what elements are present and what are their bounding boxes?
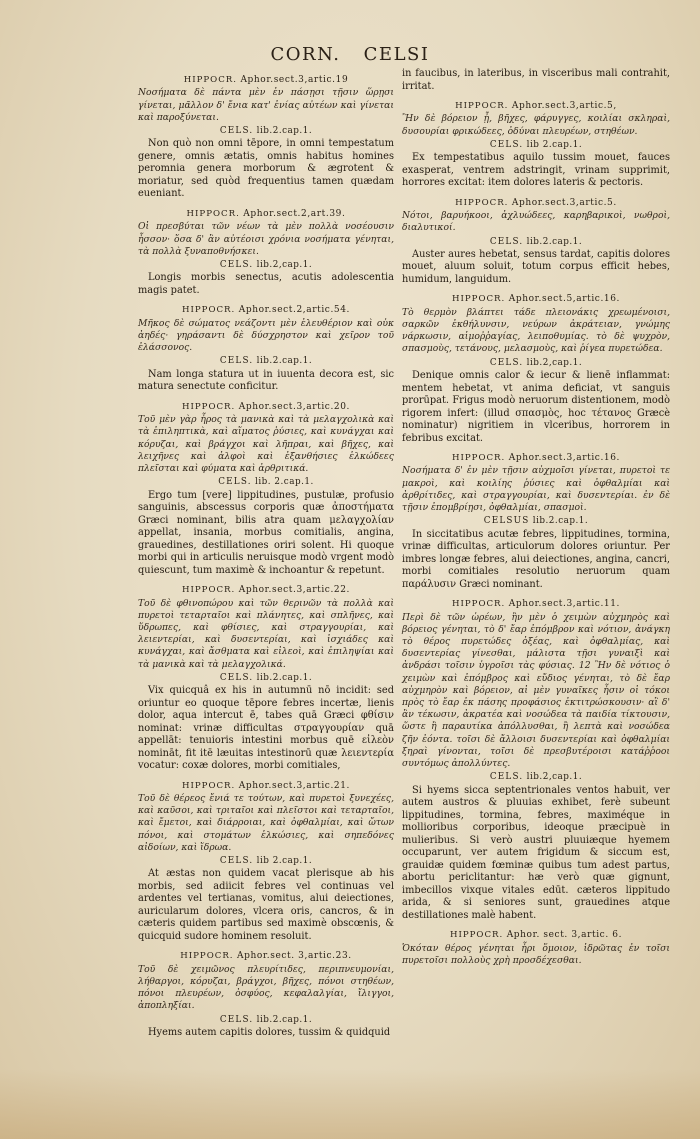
hippocrates-label: HIPPOCR. bbox=[186, 208, 240, 219]
celsus-label: CELS. bbox=[219, 672, 254, 683]
right-column bbox=[402, 68, 670, 974]
left-column bbox=[138, 68, 394, 1047]
celsus-heading bbox=[138, 355, 394, 367]
celsus-label: CELS. bbox=[219, 259, 254, 270]
hippocrates-label: HIPPOCR. bbox=[180, 951, 234, 962]
celsus-heading bbox=[138, 855, 394, 867]
celsus-heading bbox=[138, 672, 394, 684]
celsus-label: CELS. bbox=[489, 236, 524, 247]
latin-text: Non quò non omni tēpore, in omni tempestatum genere, omnis ætatis, omnis habitus homines peromnia genera morborum & ægrotent & moriatur, sed quòd frequentius tamen quædam eueniant. bbox=[138, 138, 394, 200]
hippocrates-label: HIPPOCR. bbox=[181, 585, 236, 596]
greek-text: Τοῦ δὲ θέρεος ἔνιά τε τούτων, καὶ πυρετοὶ ξυνεχέες, καὶ καῦσοι, καὶ τριταῖοι καὶ πλεῖστοι καὶ τεταρταῖοι, καὶ ἔμετοι, καὶ διάρροιαι, καὶ ὀφθαλμίαι, καὶ ὤτων πόνοι, καὶ στομάτων ἑλκώσιες, καὶ σηπεδόνες αἰδοίων, καὶ ἵδρωα. bbox=[138, 793, 394, 853]
celsus-reference: lib 2.cap.1. bbox=[256, 856, 313, 867]
hippocrates-heading bbox=[402, 598, 670, 610]
hippocrates-heading bbox=[402, 293, 670, 305]
greek-text: Οἱ πρεσβύται τῶν νέων τὰ μὲν πολλὰ νοσέουσιν ἧσσον· ὅσα δ' ἂν αὐτέοισι χρόνια νοσήματα γένηται, τὰ πολλὰ ξυναποθνήσκει. bbox=[138, 221, 394, 257]
celsus-label: CELS. bbox=[219, 356, 254, 367]
aphorism-reference: Aphor. sect. 3,artic. 6. bbox=[506, 930, 623, 941]
greek-text: Τοῦ δὲ χειμῶνος πλευρίτιδες, περιπνευμονίαι, λήθαργοι, κόρυζαι, βράγχοι, βῆχες, πόνοι στηθέων, πόνοι πλευρέων, ὀσφύος, κεφαλαλγίαι, ἴλιγγοι, ἀποπληξίαι. bbox=[138, 963, 394, 1012]
hippocrates-heading bbox=[402, 929, 670, 941]
section-block bbox=[402, 100, 670, 190]
greek-text: Τοῦ δὲ φθινοπώρου καὶ τῶν θερινῶν τὰ πολλὰ καὶ πυρετοὶ τεταρταῖοι καὶ πλάνητες, καὶ σπλῆνες, καὶ ὕδρωπες, καὶ φθίσιες, καὶ στραγγουρίαι, καὶ λειεντερίαι, καὶ δυσεντερίαι, καὶ ἰσχιάδες καὶ κυνάγχαι, καὶ ἄσθματα καὶ εἰλεοὶ, καὶ ἐπιληψίαι καὶ τὰ μανικὰ καὶ τὰ μελαγχολικά. bbox=[138, 597, 394, 670]
section-block bbox=[138, 401, 394, 577]
hippocrates-label: HIPPOCR. bbox=[455, 197, 509, 208]
latin-text: In siccitatibus acutæ febres, lippitudines, tormina, vrinæ difficultas, articulorum dolores oriuntur. Per imbres longæ febres, alui deiectiones, angina, cancri, morbi comitiales resolutio neruorum quam παράλυσιν Græci nominant. bbox=[402, 528, 670, 590]
hippocrates-label: HIPPOCR. bbox=[451, 599, 506, 610]
section-block bbox=[402, 68, 670, 93]
section-block bbox=[402, 197, 670, 287]
hippocrates-label: HIPPOCR. bbox=[449, 930, 504, 941]
celsus-heading bbox=[402, 771, 670, 783]
hippocrates-label: HIPPOCR. bbox=[181, 780, 236, 791]
aphorism-reference: Aphor.sect.3,artic.21. bbox=[238, 780, 351, 791]
section-block bbox=[138, 780, 394, 944]
section-block bbox=[138, 950, 394, 1039]
celsus-heading bbox=[138, 476, 394, 488]
header-left: CORN. bbox=[270, 44, 341, 65]
celsus-reference: lib.2,cap.1. bbox=[256, 259, 313, 270]
section-block bbox=[402, 598, 670, 922]
celsus-heading bbox=[402, 236, 670, 248]
hippocrates-heading bbox=[402, 100, 670, 112]
latin-text: Ergo tum [vere] lippitudines, pustulæ, profusio sanguinis, abscessus corporis quæ ἀποστήματα Græci nominant, bilis atra quam μελαγχολίαν appellat, insania, morbus comitialis, angina, grauedines, destillationes oriri solent. Hi quoque morbi qui in articulis neruisque modò vrgent modò quiescunt, tum maximè & inchoantur & repetunt. bbox=[138, 489, 394, 576]
hippocrates-label: HIPPOCR. bbox=[455, 101, 509, 111]
greek-text: Νότοι, βαρυήκοοι, ἀχλυώδεες, καρηβαρικοὶ, νωθροὶ, διαλυτικοί. bbox=[402, 210, 670, 234]
hippocrates-heading bbox=[402, 452, 670, 464]
hippocrates-heading bbox=[138, 780, 394, 792]
hippocrates-heading bbox=[138, 950, 394, 962]
aphorism-reference: Aphor.sect.3,artic.22. bbox=[238, 585, 351, 596]
aphorism-reference: Aphor.sect.5,artic.16. bbox=[508, 294, 621, 305]
hippocrates-heading bbox=[402, 197, 670, 209]
celsus-reference: lib 2.cap.1. bbox=[526, 139, 583, 150]
celsus-reference: lib.2.cap.1. bbox=[532, 516, 589, 527]
latin-text: Nam longa statura ut in iuuenta decora est, sic matura senectute conficitur. bbox=[138, 368, 394, 393]
hippocrates-label: HIPPOCR. bbox=[451, 453, 506, 464]
aphorism-reference: Aphor.sect.3,artic.19 bbox=[240, 75, 349, 85]
celsus-label: CELS. bbox=[489, 139, 524, 150]
celsus-heading bbox=[402, 515, 670, 527]
latin-text: Ex tempestatibus aquilo tussim mouet, fauces exasperat, ventrem adstringit, vrinam supprimit, horrores excitat: item dolores lateris & pectoris. bbox=[402, 152, 670, 189]
hippocrates-label: HIPPOCR. bbox=[183, 75, 237, 85]
hippocrates-heading bbox=[138, 401, 394, 413]
celsus-label: CELS. bbox=[489, 772, 524, 783]
hippocrates-heading bbox=[138, 584, 394, 596]
aphorism-reference: Aphor.sect.3,artic.20. bbox=[238, 401, 351, 412]
header-right: CELSI bbox=[363, 44, 430, 65]
celsus-reference: lib.2,cap.1. bbox=[526, 357, 583, 368]
celsus-reference: lib.2.cap.1. bbox=[256, 1014, 313, 1025]
celsus-label: CELS. bbox=[219, 1014, 254, 1025]
greek-text: Περὶ δὲ τῶν ὡρέων, ἢν μὲν ὁ χειμὼν αὐχμηρὸς καὶ βόρειος γένηται, τὸ δ' ἔαρ ἐπόμβρον καὶ νότιον, ἀνάγκη τὸ θέρος πυρετώδες ὀξέας, καὶ ὀφθαλμίας, καὶ δυσεντερίας γίνεσθαι, μάλιστα τῇσι γυναιξὶ καὶ ἀνδράσι τοῖσιν ὑγροῖσι τὰς φύσιας. 12 Ἢν δὲ νότιος ὁ χειμὼν καὶ ἐπόμβρος καὶ εὔδιος γένηται, τὸ δὲ ἔαρ αὐχμηρὸν καὶ βόρειον, αἱ μὲν γυναῖκες ἦσιν οἱ τόκοι πρὸς τὸ ἔαρ ἐκ πάσης προφάσιος ἐκτιτρώσκουσιν· αἳ δ' ἂν τέκωσιν, ἀκρατέα καὶ νοσώδεα τὰ παιδία τίκτουσιν, ὥστε ἢ παραυτίκα ἀπόλλυσθαι, ἢ λεπτὰ καὶ νοσώδεα ζῆν ἐόντα. τοῖσι δὲ ἄλλοισι δυσεντερίαι καὶ ὀφθαλμίαι ξηραὶ γίνονται, τοῖσι δὲ πρεσβυτέροισι κατάῤῥοοι συντόμως ἀπολλύντες. bbox=[402, 611, 670, 770]
celsus-label: CELSUS bbox=[483, 516, 530, 527]
hippocrates-label: HIPPOCR. bbox=[451, 294, 506, 305]
celsus-heading bbox=[138, 259, 394, 271]
greek-text: Νοσήματα δ' ἐν μὲν τῇσιν αὐχμοῖσι γίνεται, πυρετοὶ τε μακροὶ, καὶ κοιλίης ῥύσιες καὶ ὀφθαλμίαι καὶ ἀρθρίτιδες, καὶ στραγγουρίαι, καὶ δυσεντερίαι. ἐν δὲ τῇσιν ἐπομβρίῃσι, ὀφθαλμίαι, σπασμοὶ. bbox=[402, 465, 670, 514]
latin-text: Si hyems sicca septentrionales ventos habuit, ver autem austros & pluuias exhibet, ferè subeunt lippitudines, tormina, febres, maximéque in mollioribus corporibus, ideoque præcipuè in mulieribus. Si verò austri pluuiæque hyemem occuparunt, ver autem frigidum & siccum est, grauidæ quidem fœminæ quibus tum adest partus, abortu periclitantur: hæ verò quæ gignunt, imbecillos vixque vitales edūt. cæteros lippitudo arida, & si seniores sunt, grauedines atque destillationes malè habent. bbox=[402, 784, 670, 921]
celsus-reference: lib.2.cap.1. bbox=[256, 356, 313, 367]
celsus-label: CELS. bbox=[218, 477, 252, 488]
latin-text: At æstas non quidem vacat plerisque ab his morbis, sed adiicit febres vel continuas vel ardentes vel tertianas, vomitus, alui deiectiones, auricularum dolores, vlcera oris, cancros, & in cæteris quidem partibus sed maximè obscœnis, & quicquid sudore hominem resoluit. bbox=[138, 868, 394, 942]
celsus-reference: lib.2,cap.1. bbox=[526, 772, 583, 783]
section-block bbox=[138, 584, 394, 773]
aphorism-reference: Aphor.sect. 3,artic.23. bbox=[237, 951, 352, 962]
latin-continuation: in faucibus, in lateribus, in visceribus mali contrahit, irritat. bbox=[402, 68, 670, 92]
page-stain bbox=[0, 1069, 700, 1139]
hippocrates-label: HIPPOCR. bbox=[181, 401, 236, 412]
section-block bbox=[402, 929, 670, 967]
latin-text: Longis morbis senectus, acutis adolescentia magis patet. bbox=[138, 272, 394, 296]
celsus-label: CELS. bbox=[219, 856, 254, 867]
running-header bbox=[0, 44, 700, 65]
hippocrates-label: HIPPOCR. bbox=[181, 305, 236, 316]
section-block bbox=[402, 293, 670, 445]
latin-text: Auster aures hebetat, sensus tardat, capitis dolores mouet, aluum soluit, totum corpus efficit hebes, humidum, languidum. bbox=[402, 248, 670, 285]
aphorism-reference: Aphor.sect.3,artic.16. bbox=[508, 453, 621, 464]
hippocrates-heading bbox=[138, 74, 394, 86]
aphorism-reference: Aphor.sect.3,artic.11. bbox=[508, 599, 621, 610]
greek-text: Νοσήματα δὲ πάντα μὲν ἐν πάσῃσι τῇσιν ὥρῃσι γίνεται, μᾶλλον δ' ἔνια κατ' ἐνίας αὐτέων καὶ γίνεται καὶ παροξύνεται. bbox=[138, 87, 394, 123]
aphorism-reference: Aphor.sect.2,artic.54. bbox=[238, 305, 351, 316]
celsus-reference: lib.2.cap.1. bbox=[526, 236, 583, 247]
section-block bbox=[138, 74, 394, 201]
latin-text: Hyems autem capitis dolores, tussim & quidquid bbox=[148, 1027, 391, 1039]
section-block bbox=[402, 452, 670, 591]
celsus-reference: lib.2.cap.1. bbox=[256, 126, 313, 137]
celsus-heading bbox=[402, 357, 670, 369]
hippocrates-heading bbox=[138, 208, 394, 220]
celsus-label: CELS. bbox=[219, 126, 254, 137]
aphorism-reference: Aphor.sect.3,artic.5. bbox=[511, 197, 617, 208]
greek-text: Μῆκος δὲ σώματος νεάζοντι μὲν ἐλευθέριον καὶ οὐκ ἀηδές· γηράσαντι δὲ δύσχρηστον καὶ χεῖρον τοῦ ἐλάσσονος. bbox=[138, 317, 394, 354]
celsus-label: CELS. bbox=[489, 357, 524, 368]
aphorism-reference: Aphor.sect.3,artic.5, bbox=[511, 101, 617, 111]
section-block bbox=[138, 304, 394, 393]
greek-text: Τὸ θερμὸν βλάπτει τάδε πλειονάκις χρεωμένοισι, σαρκῶν ἐκθήλυνσιν, νεύρων ἀκράτειαν, γνώμης νάρκωσιν, αἱμοῤῥαγίας, λειποθυμίας. τὸ δὲ ψυχρὸν, σπασμοὺς, τετάνους, μελασμοὺς, καὶ ῥίγεα πυρετώδεα. bbox=[402, 306, 670, 355]
greek-text: Ἢν δὲ βόρειον ᾖ, βῆχες, φάρυγγες, κοιλίαι σκληραὶ, δυσουρίαι φρικώδεες, ὀδύναι πλευρέων, στηθέων. bbox=[402, 113, 670, 137]
aphorism-reference: Aphor.sect.2,art.39. bbox=[243, 208, 346, 219]
celsus-reference: lib.2.cap.1. bbox=[256, 672, 313, 683]
greek-text: Ὁκόταν θέρος γένηται ἦρι ὅμοιον, ἱδρῶτας ἐν τοῖσι πυρετοῖσι πολλοὺς χρὴ προσδέχεσθαι. bbox=[402, 942, 670, 966]
hippocrates-heading bbox=[138, 304, 394, 316]
celsus-heading bbox=[138, 1014, 394, 1026]
section-block bbox=[138, 208, 394, 297]
latin-text: Vix quicquâ ex his in autumnū nō incidit: sed oriuntur eo quoque tēpore febres incertæ, lienis dolor, aqua intercut ē, tabes quā Græci φθίσιν nominat: vrinæ difficultas στραγγουρίαν quā appellāt: tenuioris intestini morbus quē εἰλεὸν nomināt, fit itē læuitas intestinorū quæ λειεντερία vocatur: coxæ dolores, morbi comitiales, bbox=[138, 685, 394, 772]
celsus-heading bbox=[402, 139, 670, 151]
greek-text: Τοῦ μὲν γὰρ ἦρος τὰ μανικὰ καὶ τὰ μελαγχολικὰ καὶ τὰ ἐπιληπτικὰ, καὶ αἵματος ῥύσιες, καὶ κυνάγχαι καὶ κόρυζαι, καὶ βράγχοι καὶ λῆπραι, καὶ βῆχες, καὶ λειχῆνες καὶ ἀλφοὶ καὶ ἐξανθήσιες ἑλκώδεες πλεῖσται καὶ φύματα καὶ ἀρθριτικά. bbox=[138, 414, 394, 474]
latin-text: Denique omnis calor & iecur & lienē inflammat: mentem hebetat, vt anima deficiat, vt sanguis prorūpat. Frigus modò neruorum distentionem, modò rigorem infert: (illud σπασμὸς, hoc τέτανος Græcè nominatur) nigritiem in vlceribus, horrorem in febribus excitat. bbox=[402, 370, 670, 444]
celsus-reference: lib. 2.cap.1. bbox=[255, 477, 314, 488]
celsus-heading bbox=[138, 125, 394, 137]
